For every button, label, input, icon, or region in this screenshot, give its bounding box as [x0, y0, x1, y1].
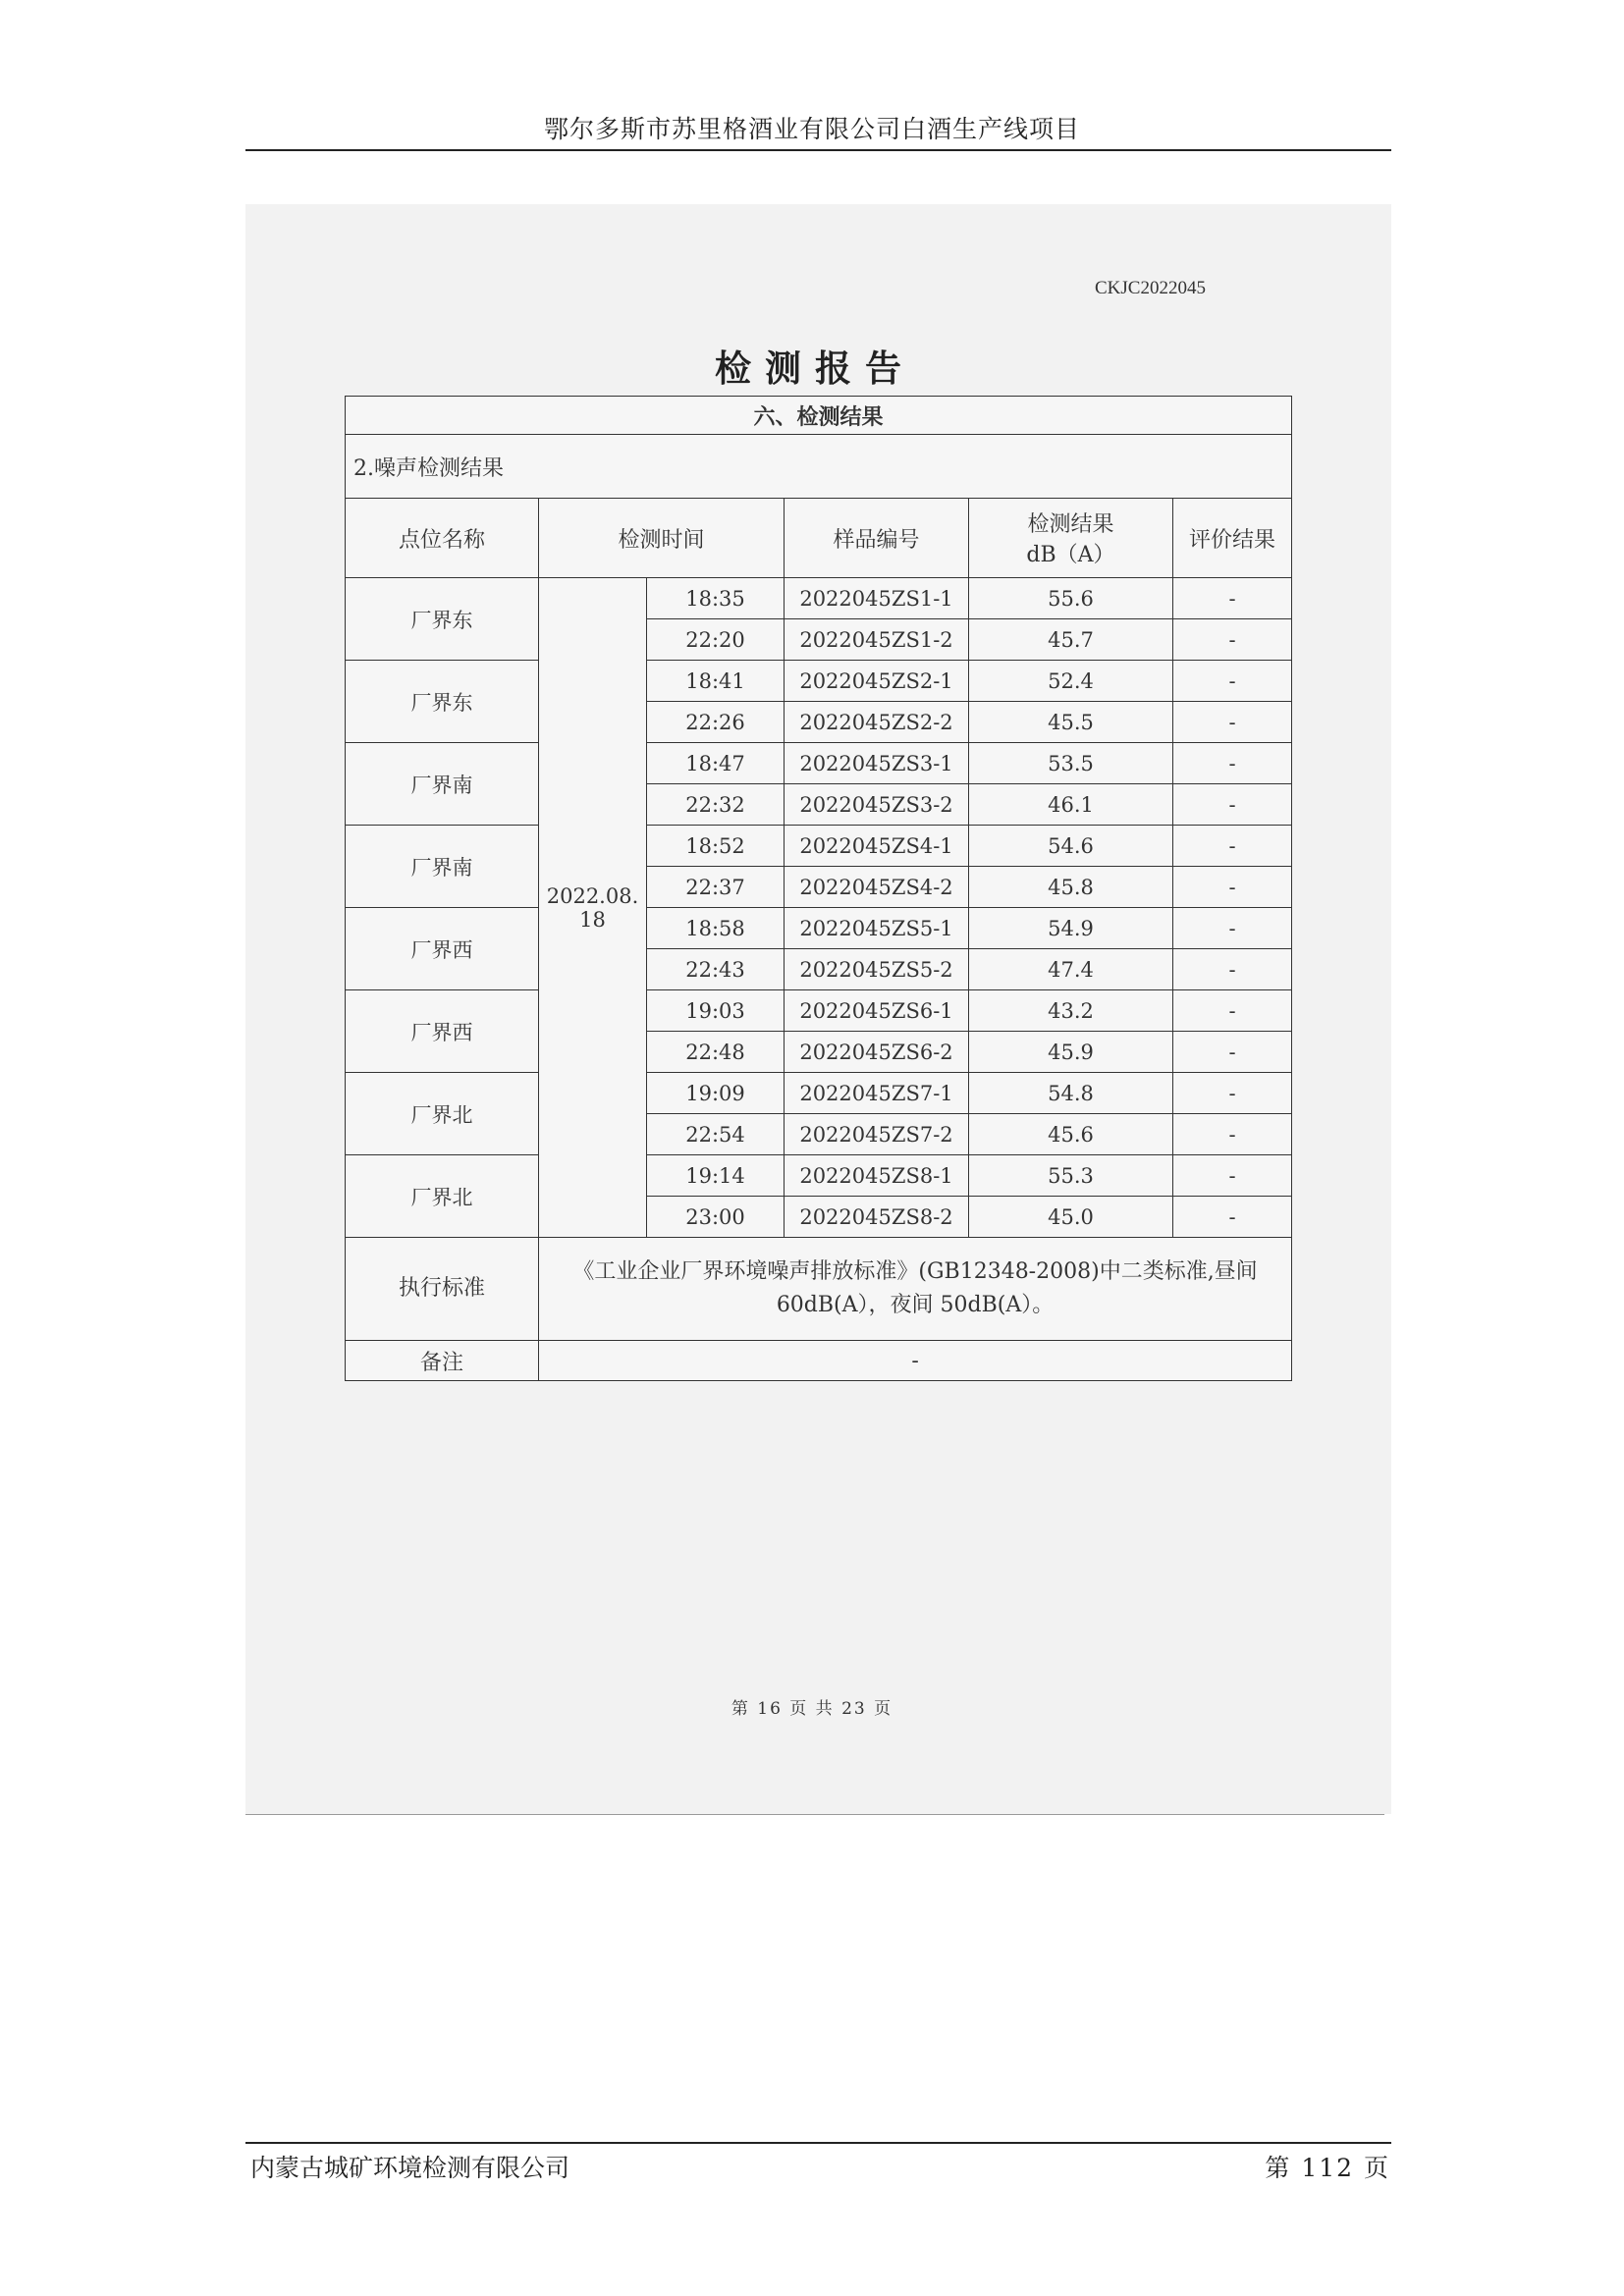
header-sample-no: 样品编号	[785, 499, 969, 578]
result-cell: 45.0	[969, 1197, 1173, 1238]
point-name-cell: 厂界北	[346, 1155, 539, 1238]
result-cell: 45.8	[969, 867, 1173, 908]
time-cell: 19:09	[647, 1073, 785, 1114]
table-row	[346, 908, 1292, 949]
result-cell: 54.9	[969, 908, 1173, 949]
evaluation-cell: -	[1173, 1197, 1292, 1238]
time-cell: 18:52	[647, 826, 785, 867]
result-cell: 54.6	[969, 826, 1173, 867]
time-cell: 18:41	[647, 661, 785, 702]
sample-no-cell: 2022045ZS5-1	[785, 908, 969, 949]
evaluation-cell: -	[1173, 784, 1292, 826]
sample-no-cell: 2022045ZS6-1	[785, 990, 969, 1032]
result-cell: 45.9	[969, 1032, 1173, 1073]
time-cell: 18:35	[647, 578, 785, 619]
table-row	[346, 1155, 1292, 1197]
header-divider	[245, 149, 1391, 151]
time-cell: 23:00	[647, 1197, 785, 1238]
evaluation-cell: -	[1173, 826, 1292, 867]
table-row	[346, 826, 1292, 867]
point-name-cell: 厂界东	[346, 578, 539, 661]
time-cell: 19:03	[647, 990, 785, 1032]
standard-text	[539, 1238, 1292, 1341]
noise-results-table	[345, 396, 1292, 1381]
sample-no-cell: 2022045ZS6-2	[785, 1032, 969, 1073]
inner-page-counter: 第 16 页 共 23 页	[731, 1699, 893, 1719]
evaluation-cell: -	[1173, 1073, 1292, 1114]
standard-text-line2: 60dB(A），夜间 50dB(A）。	[776, 1293, 1055, 1317]
time-cell: 22:43	[647, 949, 785, 990]
result-cell: 45.5	[969, 702, 1173, 743]
point-name-cell: 厂界西	[346, 990, 539, 1073]
footer-company: 内蒙古城矿环境检测有限公司	[250, 2154, 570, 2182]
time-cell: 19:14	[647, 1155, 785, 1197]
table-row	[346, 990, 1292, 1032]
header-point-name: 点位名称	[346, 499, 539, 578]
point-name-cell: 厂界南	[346, 826, 539, 908]
section-title: 六、检测结果	[346, 397, 1292, 435]
table-row	[346, 578, 1292, 619]
result-cell: 55.3	[969, 1155, 1173, 1197]
sample-no-cell: 2022045ZS7-2	[785, 1114, 969, 1155]
footer-page-number: 第 112 页	[1265, 2154, 1390, 2182]
evaluation-cell: -	[1173, 1114, 1292, 1155]
document-header-title: 鄂尔多斯市苏里格酒业有限公司白酒生产线项目	[543, 115, 1080, 143]
note-label: 备注	[346, 1341, 539, 1381]
sample-no-cell: 2022045ZS2-2	[785, 702, 969, 743]
result-cell: 46.1	[969, 784, 1173, 826]
time-cell: 18:58	[647, 908, 785, 949]
result-cell: 55.6	[969, 578, 1173, 619]
header-time: 检测时间	[539, 499, 785, 578]
report-title: 检测报告	[715, 347, 915, 390]
sample-no-cell: 2022045ZS1-1	[785, 578, 969, 619]
evaluation-cell: -	[1173, 743, 1292, 784]
note-row	[346, 1341, 1292, 1381]
report-number: CKJC2022045	[1095, 278, 1206, 298]
sample-no-cell: 2022045ZS4-2	[785, 867, 969, 908]
time-cell: 22:54	[647, 1114, 785, 1155]
sample-no-cell: 2022045ZS2-1	[785, 661, 969, 702]
scan-bottom-rule	[245, 1814, 1384, 1815]
time-cell: 22:20	[647, 619, 785, 661]
sample-no-cell: 2022045ZS5-2	[785, 949, 969, 990]
time-cell: 22:48	[647, 1032, 785, 1073]
evaluation-cell: -	[1173, 619, 1292, 661]
point-name-cell: 厂界西	[346, 908, 539, 990]
table-row	[346, 743, 1292, 784]
result-cell: 45.7	[969, 619, 1173, 661]
header-evaluation: 评价结果	[1173, 499, 1292, 578]
footer-divider	[245, 2142, 1391, 2144]
time-cell: 22:37	[647, 867, 785, 908]
evaluation-cell: -	[1173, 867, 1292, 908]
evaluation-cell: -	[1173, 990, 1292, 1032]
result-cell: 53.5	[969, 743, 1173, 784]
table-row	[346, 1073, 1292, 1114]
sample-no-cell: 2022045ZS8-2	[785, 1197, 969, 1238]
header-result	[969, 499, 1173, 578]
note-value: -	[539, 1341, 1292, 1381]
result-cell: 47.4	[969, 949, 1173, 990]
evaluation-cell: -	[1173, 908, 1292, 949]
table-header-row	[346, 499, 1292, 578]
table-row	[346, 661, 1292, 702]
evaluation-cell: -	[1173, 1155, 1292, 1197]
evaluation-cell: -	[1173, 578, 1292, 619]
detection-date-cell	[539, 578, 647, 1238]
evaluation-cell: -	[1173, 661, 1292, 702]
point-name-cell: 厂界东	[346, 661, 539, 743]
sample-no-cell: 2022045ZS3-2	[785, 784, 969, 826]
time-cell: 18:47	[647, 743, 785, 784]
point-name-cell: 厂界北	[346, 1073, 539, 1155]
result-cell: 52.4	[969, 661, 1173, 702]
evaluation-cell: -	[1173, 949, 1292, 990]
header-result-unit: dB（A）	[1026, 543, 1115, 567]
result-cell: 45.6	[969, 1114, 1173, 1155]
evaluation-cell: -	[1173, 1032, 1292, 1073]
point-name-cell: 厂界南	[346, 743, 539, 826]
sample-no-cell: 2022045ZS3-1	[785, 743, 969, 784]
result-cell: 43.2	[969, 990, 1173, 1032]
standard-text-line1: 《工业企业厂界环境噪声排放标准》(GB12348-2008)中二类标准,昼间	[572, 1259, 1258, 1284]
evaluation-cell: -	[1173, 702, 1292, 743]
sample-no-cell: 2022045ZS1-2	[785, 619, 969, 661]
sample-no-cell: 2022045ZS8-1	[785, 1155, 969, 1197]
standard-row	[346, 1238, 1292, 1341]
detection-date-line1: 2022.08.	[546, 883, 639, 908]
detection-date-line2: 18	[579, 907, 606, 932]
table-subtitle: 2.噪声检测结果	[346, 435, 1292, 499]
header-result-line1: 检测结果	[1027, 512, 1114, 537]
sample-no-cell: 2022045ZS7-1	[785, 1073, 969, 1114]
sample-no-cell: 2022045ZS4-1	[785, 826, 969, 867]
standard-label: 执行标准	[346, 1238, 539, 1341]
time-cell: 22:26	[647, 702, 785, 743]
time-cell: 22:32	[647, 784, 785, 826]
result-cell: 54.8	[969, 1073, 1173, 1114]
